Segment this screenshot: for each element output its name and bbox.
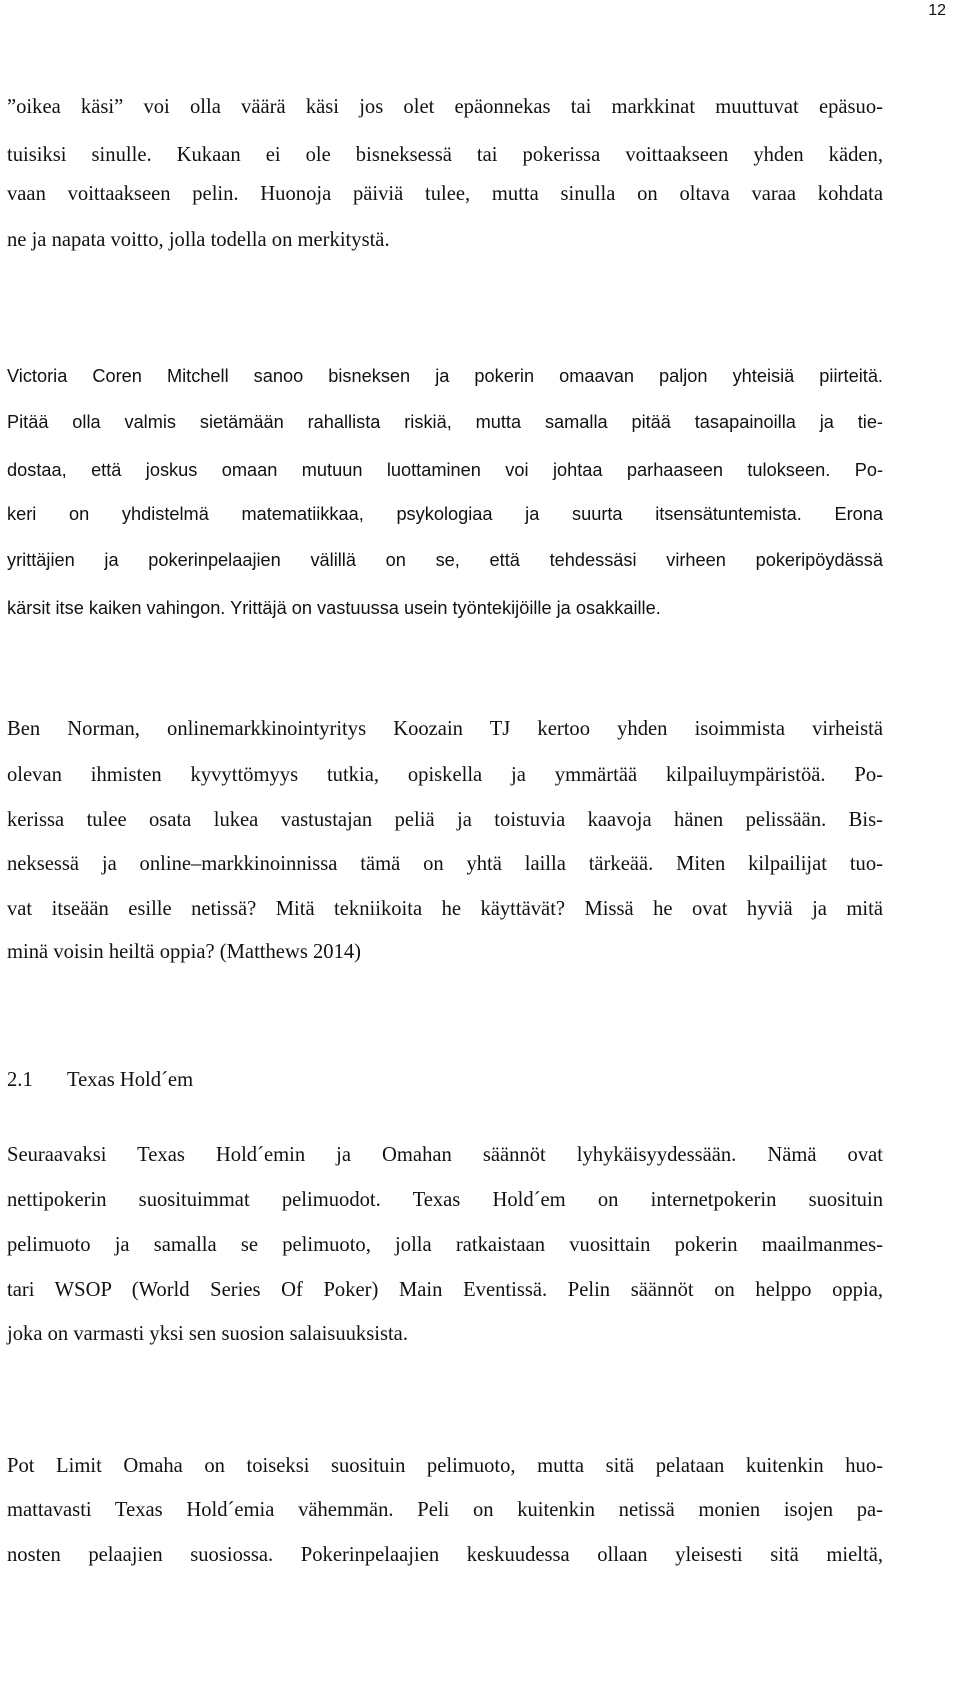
- text-line: keri on yhdistelmä matematiikkaa, psykologiaa ja suurta itsensätuntemista. Erona: [7, 504, 883, 524]
- text-line: yrittäjien ja pokerinpelaajien välillä on se, että tehdessäsi virheen pokeripöydässä: [7, 550, 883, 570]
- text-line: Seuraavaksi Texas Hold´emin ja Omahan säännöt lyhykäisyydessään. Nämä ovat: [7, 1144, 883, 1166]
- text-line: kerissa tulee osata lukea vastustajan peliä ja toistuvia kaavoja hänen pelissään. Bis-: [7, 809, 883, 831]
- text-line: olevan ihmisten kyvyttömyys tutkia, opiskella ja ymmärtää kilpailuympäristöä. Po-: [7, 764, 883, 786]
- text-line: joka on varmasti yksi sen suosion salaisuuksista.: [7, 1323, 408, 1345]
- page-number: 12: [928, 2, 946, 19]
- text-line: nosten pelaajien suosiossa. Pokerinpelaajien keskuudessa ollaan yleisesti sitä mieltä,: [7, 1544, 883, 1566]
- text-line: dostaa, että joskus omaan mutuun luottaminen voi johtaa parhaaseen tulokseen. Po-: [7, 460, 883, 480]
- text-line: tuisiksi sinulle. Kukaan ei ole bisneksessä tai pokerissa voittaakseen yhden käden,: [7, 144, 883, 166]
- text-line: neksessä ja online–markkinoinnissa tämä on yhtä lailla tärkeää. Miten kilpailijat tuo-: [7, 853, 883, 875]
- text-line: Victoria Coren Mitchell sanoo bisneksen ja pokerin omaavan paljon yhteisiä piirteitä.: [7, 366, 883, 386]
- text-line: ne ja napata voitto, jolla todella on merkitystä.: [7, 229, 390, 251]
- text-line: minä voisin heiltä oppia? (Matthews 2014): [7, 941, 362, 963]
- section-title: Texas Hold´em: [67, 1069, 194, 1091]
- text-line: nettipokerin suosituimmat pelimuodot. Texas Hold´em on internetpokerin suosituin: [7, 1189, 883, 1211]
- text-line: Pitää olla valmis sietämään rahallista riskiä, mutta samalla pitää tasapainoilla ja tie-: [7, 412, 883, 432]
- text-line: Ben Norman, onlinemarkkinointyritys Koozain TJ kertoo yhden isoimmista virheistä: [7, 718, 883, 740]
- text-line: kärsit itse kaiken vahingon. Yrittäjä on vastuussa usein työntekijöille ja osakkaille.: [7, 598, 661, 618]
- text-line: mattavasti Texas Hold´emia vähemmän. Peli on kuitenkin netissä monien isojen pa-: [7, 1499, 883, 1521]
- text-line: vaan voittaakseen pelin. Huonoja päiviä tulee, mutta sinulla on oltava varaa kohdata: [7, 183, 883, 205]
- text-line: ”oikea käsi” voi olla väärä käsi jos olet epäonnekas tai markkinat muuttuvat epäsuo-: [7, 96, 883, 118]
- text-line: Pot Limit Omaha on toiseksi suosituin pelimuoto, mutta sitä pelataan kuitenkin huo-: [7, 1455, 883, 1477]
- section-number: 2.1: [7, 1069, 33, 1091]
- text-line: pelimuoto ja samalla se pelimuoto, jolla ratkaistaan vuosittain pokerin maailmanmes-: [7, 1234, 883, 1256]
- text-line: tari WSOP (World Series Of Poker) Main Eventissä. Pelin säännöt on helppo oppia,: [7, 1279, 883, 1301]
- text-line: vat itseään esille netissä? Mitä tekniikoita he käyttävät? Missä he ovat hyviä ja mitä: [7, 898, 883, 920]
- section-heading: [7, 1068, 193, 1092]
